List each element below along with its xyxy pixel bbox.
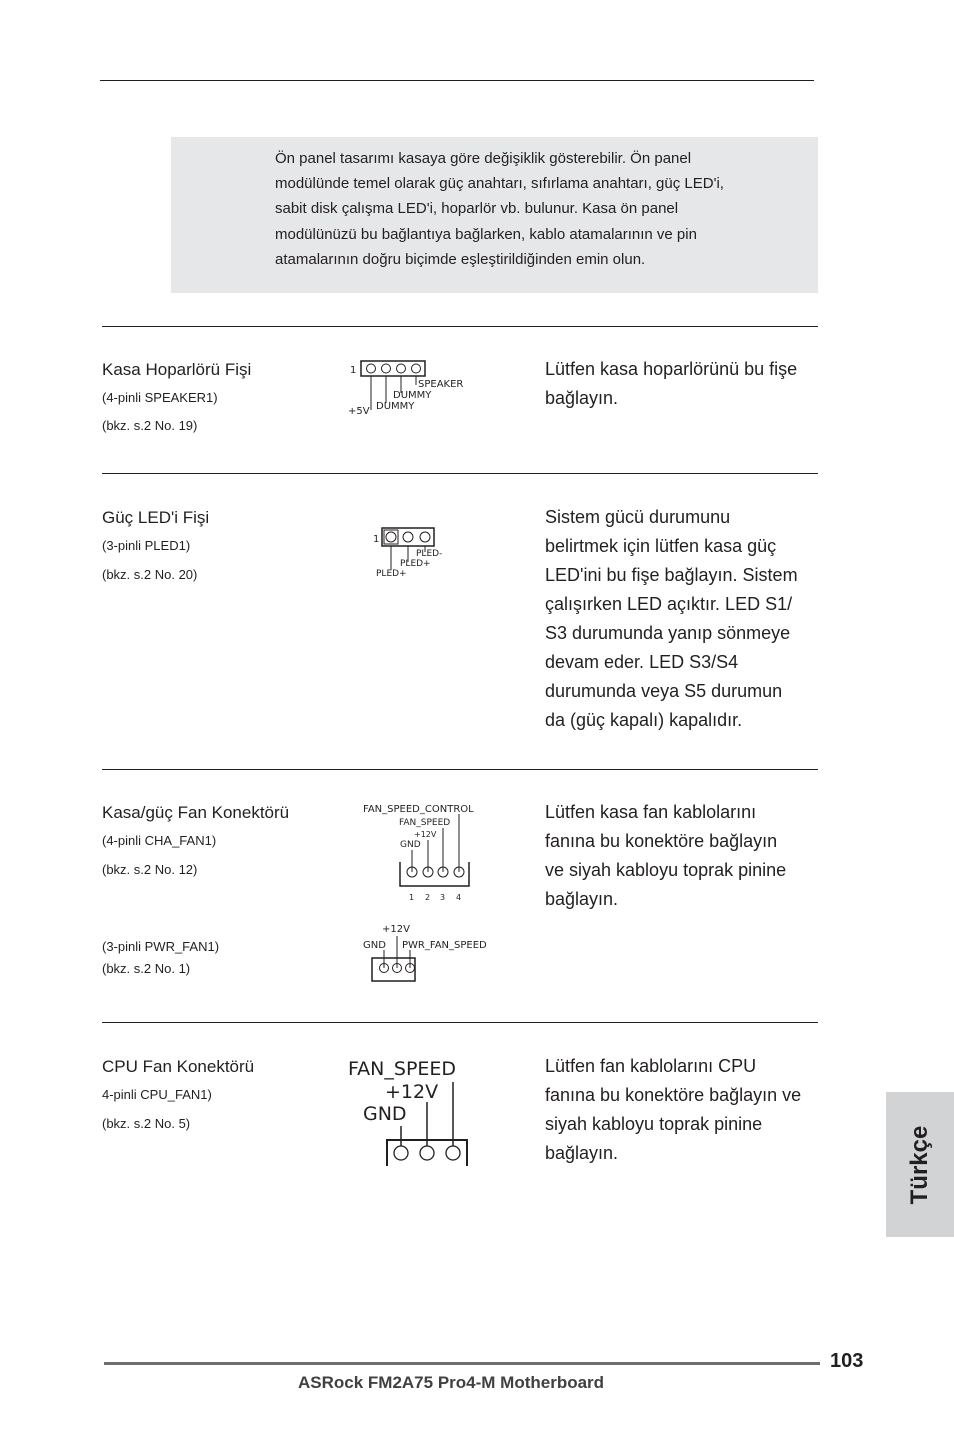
speaker-title: Kasa Hoparlörü Fişi	[102, 360, 252, 379]
pwrfan-pin-diagram	[360, 920, 500, 986]
note-line: sabit disk çalışma LED'i, hoparlör vb. bulunur. Kasa ön panel	[275, 200, 679, 218]
powerled-ref: (bkz. s.2 No. 20)	[102, 567, 198, 582]
fan-speed-control-label: FAN_SPEED_CONTROL	[363, 804, 474, 815]
note-line: modülünde temel olarak güç anahtarı, sıfırlama anahtarı, güç LED'i,	[275, 175, 724, 193]
note-line: modülünüzü bu bağlantıya bağlarken, kablo atamalarının ve pin	[275, 225, 697, 243]
speaker-pins: (4-pinli SPEAKER1)	[102, 390, 218, 405]
powerled-description	[545, 503, 798, 735]
speaker-pin-diagram	[345, 355, 475, 417]
language-tab-label: Türkçe	[906, 1125, 933, 1204]
desc-line: devam eder. LED S3/S4	[545, 652, 739, 672]
cpufan-ref: (bkz. s.2 No. 5)	[102, 1116, 191, 1131]
section-divider	[102, 326, 818, 327]
powerled-title: Güç LED'i Fişi	[102, 508, 210, 527]
chafan-pins: (4-pinli CHA_FAN1)	[102, 833, 217, 848]
dummy-pin-label: DUMMY	[376, 401, 415, 412]
desc-line: fanına bu konektöre bağlayın	[545, 831, 778, 851]
pwrfan-ref: (bkz. s.2 No. 1)	[102, 961, 191, 976]
note-line: Ön panel tasarımı kasaya göre değişiklik gösterebilir. Ön panel	[275, 150, 692, 167]
pwrfan-pins: (3-pinli PWR_FAN1)	[102, 939, 220, 954]
desc-line: siyah kabloyu toprak pinine	[545, 1114, 763, 1134]
gnd-label: GND	[363, 940, 386, 951]
gnd-label: GND	[363, 1103, 407, 1125]
dummy-pin-label: DUMMY	[393, 390, 432, 401]
desc-line: fanına bu konektöre bağlayın ve	[545, 1085, 802, 1105]
language-tab	[886, 1092, 954, 1237]
plus12v-label: +12V	[385, 1081, 439, 1103]
desc-line: bağlayın.	[545, 388, 619, 408]
page-number: 103	[830, 1350, 864, 1372]
pled-plus-label: PLED+	[400, 559, 431, 569]
desc-line: da (güç kapalı) kapalıdır.	[545, 710, 743, 730]
powerled-pin-diagram	[370, 522, 460, 582]
pin1-label: 1	[373, 534, 380, 545]
plus12v-label: +12V	[382, 924, 410, 935]
desc-line: durumunda veya S5 durumun	[545, 681, 783, 701]
top-rule	[100, 80, 814, 81]
footer-rule	[104, 1362, 820, 1365]
desc-line: bağlayın.	[545, 889, 619, 909]
desc-line: ve siyah kabloyu toprak pinine	[545, 860, 787, 880]
pwr-fan-speed-label: PWR_FAN_SPEED	[402, 940, 487, 951]
speaker-pin-label: SPEAKER	[418, 379, 464, 390]
desc-line: Lütfen fan kablolarını CPU	[545, 1056, 757, 1076]
pled-minus-label: PLED-	[416, 549, 443, 559]
pin-number: 2	[425, 893, 431, 902]
fan-speed-label: FAN_SPEED	[399, 818, 451, 828]
desc-line: çalışırken LED açıktır. LED S1/	[545, 594, 793, 614]
desc-line: bağlayın.	[545, 1143, 619, 1163]
plus12v-label: +12V	[414, 830, 437, 839]
speaker-description	[545, 355, 797, 413]
pin-number: 4	[456, 893, 462, 902]
pled-plus-label: PLED+	[376, 569, 407, 579]
desc-line: S3 durumunda yanıp sönmeye	[545, 623, 791, 643]
chafan-pin-diagram	[360, 800, 485, 905]
plus5v-pin-label: +5V	[348, 406, 370, 417]
desc-line: Lütfen kasa hoparlörünü bu fişe	[545, 359, 798, 379]
cpufan-pin-diagram	[345, 1052, 485, 1172]
desc-line: belirtmek için lütfen kasa güç	[545, 536, 777, 556]
cpufan-title: CPU Fan Konektörü	[102, 1057, 255, 1076]
chafan-description	[545, 798, 786, 914]
desc-line: Sistem gücü durumunu	[545, 507, 731, 527]
note-line: atamalarının doğru biçimde eşleştirildiğinden emin olun.	[275, 250, 646, 268]
powerled-pins: (3-pinli PLED1)	[102, 538, 191, 553]
pin-number: 1	[409, 893, 415, 902]
cpufan-pins: 4-pinli CPU_FAN1)	[102, 1087, 212, 1102]
section-divider	[102, 1022, 818, 1023]
cpufan-description	[545, 1052, 801, 1168]
speaker-ref: (bkz. s.2 No. 19)	[102, 418, 198, 433]
desc-line: Lütfen kasa fan kablolarını	[545, 802, 757, 822]
desc-line: LED'ini bu fişe bağlayın. Sistem	[545, 565, 798, 585]
section-divider	[102, 769, 818, 770]
fan-speed-label: FAN_SPEED	[348, 1058, 457, 1080]
pin-number: 3	[440, 893, 446, 902]
pin1-label: 1	[350, 365, 357, 376]
gnd-label: GND	[400, 840, 421, 850]
note-text	[275, 146, 805, 272]
section-divider	[102, 473, 818, 474]
chafan-title: Kasa/güç Fan Konektörü	[102, 803, 290, 822]
footer-product-name: ASRock FM2A75 Pro4-M Motherboard	[298, 1373, 605, 1392]
chafan-ref: (bkz. s.2 No. 12)	[102, 862, 198, 877]
